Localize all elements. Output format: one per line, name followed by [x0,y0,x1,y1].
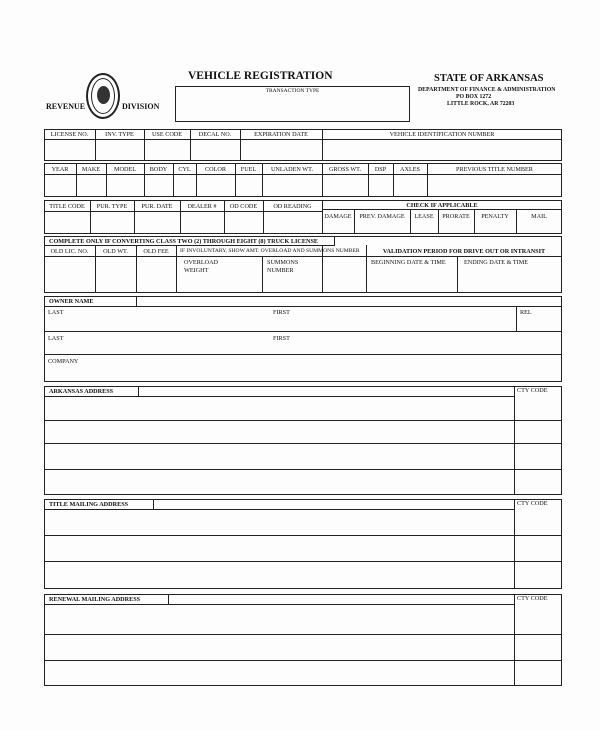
state-name: STATE OF ARKANSAS [434,73,544,84]
arkansas-cty-code-field[interactable] [515,396,561,494]
model-label: MODEL [114,166,136,173]
summons-number-field[interactable] [263,275,322,292]
damage-label: DAMAGE [324,213,352,220]
axles-label: AXLES [400,166,420,173]
title-mailing-address-heading: TITLE MAILING ADDRESS [49,501,129,508]
renewal-mailing-line-2[interactable] [45,635,514,660]
rel-field[interactable] [517,315,561,330]
gross-wt-label: GROSS WT. [328,166,362,173]
od-reading-label: OD READING [273,203,312,210]
city-state-zip: LITTLE ROCK, AR 72203 [447,101,515,107]
title-mailing-line-1[interactable] [45,510,514,535]
dsp-label: DSP [374,166,387,173]
prev-damage-checkbox[interactable] [355,221,410,233]
validation-period-label: VALIDATION PERIOD FOR DRIVE OUT OR INTRANSIT [382,248,546,255]
license-no-label: LICENSE NO. [50,131,89,138]
unladen-wt-label: UNLADEN WT. [270,166,314,173]
owner-name-heading: OWNER NAME [49,298,94,305]
use-code-label: USE CODE [151,131,183,138]
truck-license-heading: COMPLETE ONLY IF CONVERTING CLASS TWO (2) THROUGH EIGHT (8) TRUCK LICENSE [49,238,319,245]
fuel-label: FUEL [240,166,257,173]
pur-date-field[interactable] [135,212,180,233]
arkansas-address-line-1[interactable] [45,397,514,420]
beginning-date-label: BEGINNING DATE & TIME [371,259,446,266]
overload-weight-field[interactable] [177,275,262,292]
owner-first-label: FIRST [273,309,290,316]
cyl-field[interactable] [174,175,196,196]
pur-date-label: PUR. DATE [141,203,173,210]
color-field[interactable] [197,175,235,196]
gross-wt-field[interactable] [323,175,368,196]
expiration-date-field[interactable] [241,140,322,160]
license-no-field[interactable] [45,140,95,160]
inv-type-field[interactable] [96,140,144,160]
form-title: VEHICLE REGISTRATION [188,70,333,82]
pur-type-field[interactable] [91,212,134,233]
company-label: COMPANY [48,358,79,365]
old-fee-field[interactable] [137,257,176,292]
inv-type-label: INV. TYPE [105,131,134,138]
year-label: YEAR [51,166,69,173]
vin-label: VEHICLE IDENTIFICATION NUMBER [389,131,495,138]
arkansas-seal-icon [86,73,120,119]
renewal-mailing-line-1[interactable] [45,605,514,634]
division-label: DIVISION [122,102,160,111]
overload-label: OVERLOAD [184,259,219,266]
mail-checkbox[interactable] [517,221,561,233]
company-field[interactable] [45,364,561,381]
arkansas-address-line-4[interactable] [45,470,514,494]
title-mailing-line-2[interactable] [45,536,514,561]
lease-checkbox[interactable] [411,221,438,233]
rel-label: REL [520,309,532,316]
axles-field[interactable] [394,175,427,196]
involuntary-label: IF INVOLUNTARY, SHOW AMT. OVERLOAD AND SUMMONS NUMBER [180,248,360,254]
make-label: MAKE [81,166,101,173]
check-if-applicable-label: CHECK IF APPLICABLE [406,202,478,209]
decal-no-field[interactable] [191,140,240,160]
owner-last-field[interactable] [45,315,267,330]
cyl-label: CYL [178,166,191,173]
old-wt-field[interactable] [96,257,136,292]
unladen-wt-field[interactable] [263,175,322,196]
ending-date-label: ENDING DATE & TIME [464,259,528,266]
fuel-field[interactable] [236,175,262,196]
second-first-field[interactable] [270,340,561,353]
renewal-cty-code-label: CTY CODE [517,595,548,602]
arkansas-address-heading: ARKANSAS ADDRESS [49,388,114,395]
department-name: DEPARTMENT OF FINANCE & ADMINISTRATION [418,87,556,93]
body-field[interactable] [145,175,173,196]
renewal-mailing-line-3[interactable] [45,661,514,685]
make-field[interactable] [77,175,106,196]
arkansas-address-line-3[interactable] [45,444,514,469]
arkansas-cty-code-label: CTY CODE [517,387,548,394]
renewal-mailing-address-heading: RENEWAL MAILING ADDRESS [49,596,141,603]
renewal-cty-code-field[interactable] [515,604,561,685]
prorate-label: PRORATE [442,213,470,220]
weight-label: WEIGHT [184,267,209,274]
pur-type-label: PUR. TYPE [96,203,128,210]
dealer-no-label: DEALER # [187,203,217,210]
damage-checkbox[interactable] [323,221,354,233]
beginning-date-field[interactable] [367,267,457,292]
previous-title-number-label: PREVIOUS TITLE NUMBER [456,166,533,173]
prev-damage-label: PREV. DAMAGE [359,213,405,220]
old-lic-no-field[interactable] [45,257,95,292]
summons-label: SUMMONS [267,259,299,266]
second-last-field[interactable] [45,340,267,353]
title-cty-code-label: CTY CODE [517,500,548,507]
decal-no-label: DECAL NO. [198,131,232,138]
model-field[interactable] [107,175,144,196]
od-reading-field[interactable] [264,212,322,233]
title-code-field[interactable] [45,212,90,233]
second-last-label: LAST [48,335,64,342]
ending-date-field[interactable] [458,267,561,292]
lease-label: LEASE [414,213,434,220]
year-field[interactable] [45,175,76,196]
prorate-checkbox[interactable] [439,221,474,233]
dealer-no-field[interactable] [181,212,224,233]
title-mailing-line-3[interactable] [45,562,514,588]
old-wt-label: OLD WT. [103,248,128,255]
dsp-field[interactable] [369,175,393,196]
od-code-label: OD CODE [229,203,258,210]
second-first-label: FIRST [273,335,290,342]
mail-label: MAIL [531,213,547,220]
color-label: COLOR [205,166,226,173]
expiration-date-label: EXPIRATION DATE [254,131,308,138]
number-label: NUMBER [267,267,294,274]
title-code-label: TITLE CODE [49,203,85,210]
po-box: PO BOX 1272 [456,94,492,100]
old-fee-label: OLD FEE [143,248,169,255]
transaction-type-label: TRANSACTION TYPE [265,88,320,94]
od-code-field[interactable] [225,212,263,233]
use-code-field[interactable] [145,140,190,160]
penalty-checkbox[interactable] [475,221,516,233]
previous-title-number-field[interactable] [428,175,561,196]
owner-last-label: LAST [48,309,64,316]
revenue-label: REVENUE [46,102,86,111]
penalty-label: PENALTY [481,213,509,220]
body-label: BODY [149,166,168,173]
vin-field[interactable] [323,140,561,160]
arkansas-address-line-2[interactable] [45,421,514,443]
title-cty-code-field[interactable] [515,509,561,588]
owner-first-field[interactable] [270,315,515,330]
old-lic-no-label: OLD LIC. NO. [50,248,89,255]
